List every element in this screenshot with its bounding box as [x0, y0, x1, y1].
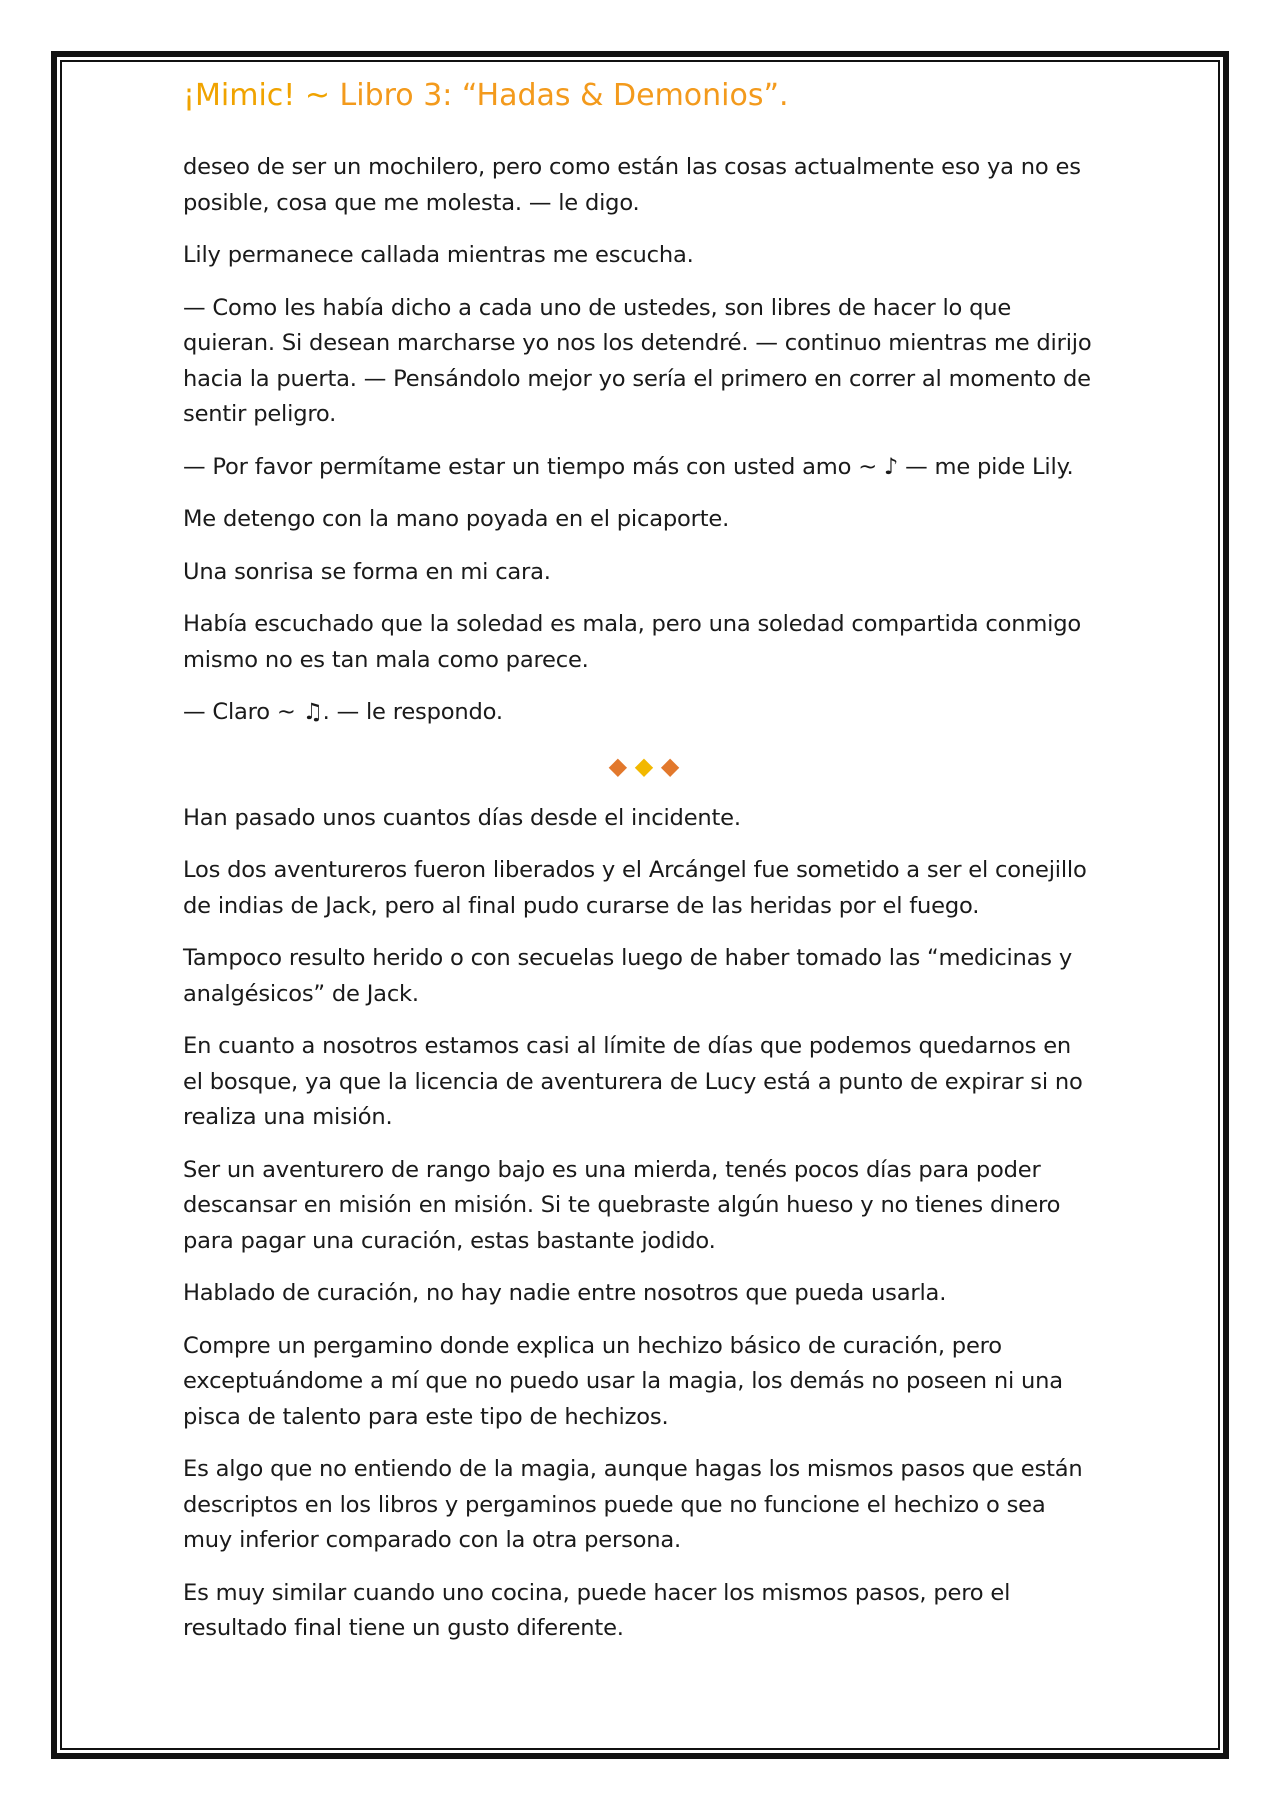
paragraph: deseo de ser un mochilero, pero como están las cosas actualmente eso ya no es posible, cosa que me molesta. — le digo. [183, 154, 1081, 216]
diamond-icon: ◆ [660, 751, 680, 780]
paragraph: — Como les había dicho a cada uno de ustedes, son libres de hacer lo que quieran. Si desean marcharse yo nos los detendré. — continuo mientras me dirijo hacia la puerta. — Pensándolo mejor yo sería el primero en correr al momento de sentir peligro. [183, 294, 1092, 427]
paragraph: Han pasado unos cuantos días desde el incidente. [183, 804, 741, 831]
scene-break-separator [183, 748, 1093, 784]
paragraph: Ser un aventurero de rango bajo es una mierda, tenés pocos días para poder descansar en misión en misión. Si te quebraste algún hueso y no tienes dinero para pagar una curación, estas bastante jodido. [183, 1156, 1061, 1254]
paragraph: Es muy similar cuando uno cocina, puede hacer los mismos pasos, pero el resultado final tiene un gusto diferente. [183, 1579, 1011, 1641]
paragraph: Es algo que no entiendo de la magia, aunque hagas los mismos pasos que están descriptos en los libros y pergaminos puede que no funcione el hechizo o sea muy inferior comparado con la otra persona. [183, 1456, 1083, 1553]
paragraph: Tampoco resulto herido o con secuelas luego de haber tomado las “medicinas y analgésicos” de Jack. [183, 945, 1073, 1007]
paragraph: Hablado de curación, no hay nadie entre nosotros que pueda usarla. [183, 1280, 947, 1306]
diamond-icon: ◆ [634, 751, 654, 780]
paragraph: — Por favor permítame estar un tiempo más con usted amo ~ ♪ — me pide Lily. [183, 453, 1074, 480]
paragraph: Me detengo con la mano poyada en el picaporte. [183, 506, 730, 532]
paragraph: Una sonrisa se forma en mi cara. [183, 558, 551, 585]
diamond-icon: ◆ [608, 751, 628, 780]
running-header [183, 74, 1083, 118]
paragraph: — Claro ~ ♫. — le respondo. [183, 699, 503, 725]
header-book-title: Libro 3: “Hadas & Demonios”. [330, 78, 789, 113]
paragraph: En cuanto a nosotros estamos casi al límite de días que podemos quedarnos en el bosque, ya que la licencia de aventurera de Lucy está a punto de expirar si no realiza una misión. [183, 1033, 1083, 1130]
header-series-name: ¡Mimic! ~ [183, 78, 330, 113]
paragraph: Había escuchado que la soledad es mala, pero una soledad compartida conmigo mismo no es tan mala como parece. [183, 611, 1081, 673]
page-body [183, 150, 1093, 1664]
paragraph: Compre un pergamino donde explica un hechizo básico de curación, pero exceptuándome a mí que no puedo usar la magia, los demás no poseen ni una pisca de talento para este tipo de hechizos. [183, 1332, 1063, 1430]
paragraph: Lily permanece callada mientras me escucha. [183, 242, 694, 268]
paragraph: Los dos aventureros fueron liberados y el Arcángel fue sometido a ser el conejillo de indias de Jack, pero al final pudo curarse de las heridas por el fuego. [183, 857, 1087, 919]
